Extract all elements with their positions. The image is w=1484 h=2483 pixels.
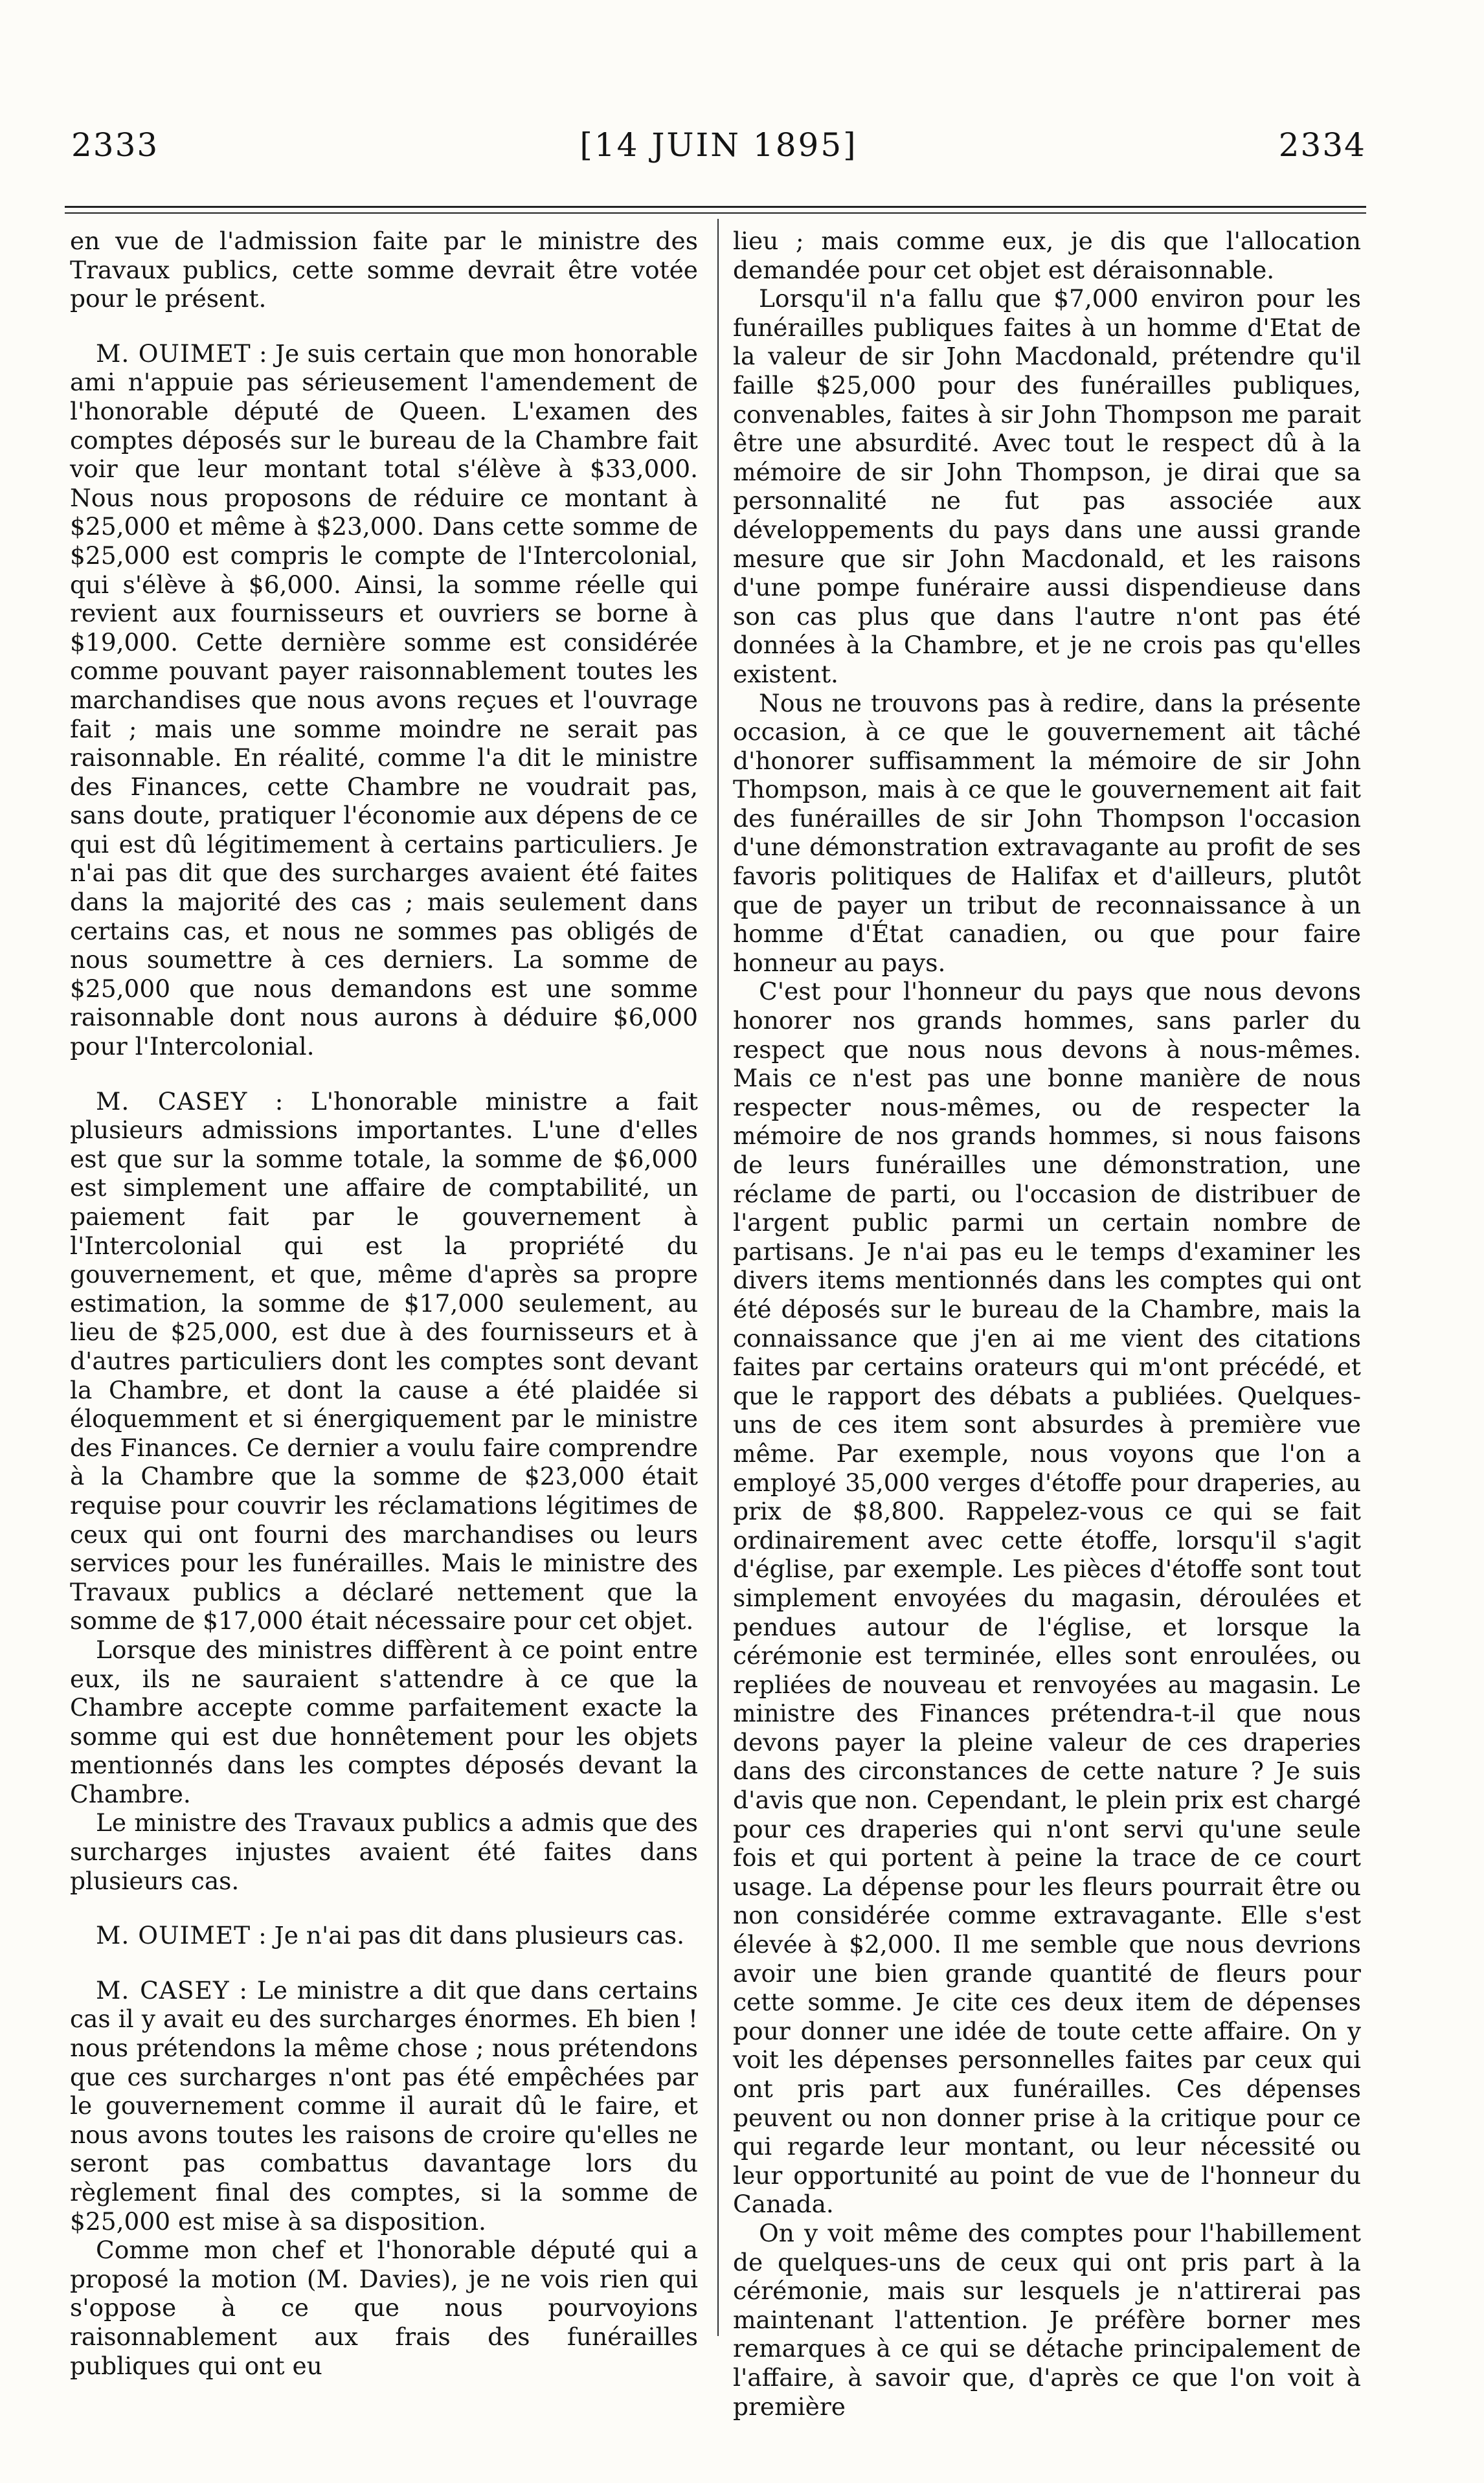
right-column: [733, 227, 1361, 2421]
paragraph-text: : L'honorable ministre a fait plusieurs admissions importantes. L'une d'elles est que sur la somme totale, la somme de $6,000 est simplement une affaire de comptabilité, un paiement fait par le gouvernement à l'Intercolonial qui est la propriété du gouvernement, et que, même d'après sa propre estimation, la somme de $17,000 seulement, au lieu de $25,000, est due à des fournisseurs et à d'autres particuliers dont les comptes sont devant la Chambre, et dont la cause a été plaidée si éloquemment et si énergiquement par le ministre des Finances. Ce dernier a voulu faire comprendre à la Chambre que la somme de $23,000 était requise pour couvrir les réclamations légitimes de ceux qui ont fourni des marchandises ou leurs services pour les funérailles. Mais le ministre des Travaux publics a déclaré nettement que la somme de $17,000 était nécessaire pour cet objet.: [70, 1086, 698, 1635]
paragraph: [733, 689, 1361, 978]
speaker-name: M. CASEY: [96, 1975, 230, 2005]
paragraph-text: Lorsque des ministres diffèrent à ce point entre eux, ils ne sauraient s'attendre à ce que la Chambre accepte comme parfaitement exacte la somme qui est due honnêtement pour les objets mentionnés dans les comptes déposés devant la Chambre.: [70, 1635, 698, 1808]
page-number-right: 2334: [1278, 126, 1366, 164]
speech-ouimet: [70, 339, 698, 1061]
paragraph-text: Nous ne trouvons pas à redire, dans la présente occasion, à ce que le gouvernement ait tâché d'honorer suffisamment la mémoire de sir John Thompson, mais à ce que le gouvernement ait fait des funérailles de sir John Thompson l'occasion d'une démonstration extravagante au profit de ses favoris politiques de Halifax et d'ailleurs, plutôt que de payer un tribut de reconnaissance à un homme d'État canadien, ou que pour faire honneur au pays.: [733, 688, 1361, 977]
paragraph: [733, 284, 1361, 688]
paragraph: [70, 2236, 698, 2380]
paragraph: [733, 227, 1361, 284]
paragraph-text: : Le ministre a dit que dans certains cas il y avait eu des surcharges énormes. Eh bien ! nous prétendons la même chose ; nous prétendons que ces surcharges n'ont pas été empêchées par le gouvernement comme il aurait dû le faire, et nous avons toutes les raisons de croire qu'elles ne seront pas combattus davantage lors du règlement final des comptes, si la somme de $25,000 est mise à sa disposition.: [70, 1975, 698, 2236]
paragraph: [733, 2219, 1361, 2421]
paragraph-text: lieu ; mais comme eux, je dis que l'allocation demandée pour cet objet est déraisonnable.: [733, 227, 1361, 284]
header-rule-bottom: [65, 212, 1366, 214]
speech-ouimet: [70, 1921, 698, 1950]
header-date: [14 JUIN 1895]: [579, 126, 858, 164]
paragraph: [70, 1808, 698, 1895]
paragraph: [70, 1635, 698, 1809]
speaker-name: M. OUIMET: [96, 339, 251, 368]
page-header: [71, 126, 1366, 185]
paragraph-text: : Je n'ai pas dit dans plusieurs cas.: [258, 1921, 685, 1950]
paragraph-text: Lorsqu'il n'a fallu que $7,000 environ pour les funérailles publiques faites à un homme d'Etat de la valeur de sir John Macdonald, prétendre qu'il faille $25,000 pour des funérailles publiques, convenables, faites à sir John Thompson me parait être une absurdité. Avec tout le respect dû à la mémoire de sir John Thompson, je dirai que sa personnalité ne fut pas associée aux développements du pays dans une aussi grande mesure que sir John Macdonald, et les raisons d'une pompe funéraire aussi dispendieuse dans son cas plus que dans l'autre n'ont pas été données à la Chambre, et je ne crois pas qu'elles existent.: [733, 284, 1361, 688]
paragraph-text: : Je suis certain que mon honorable ami n'appuie pas sérieusement l'amendement de l'honorable député de Queen. L'examen des comptes déposés sur le bureau de la Chambre fait voir que leur montant total s'élève à $33,000. Nous nous proposons de réduire ce montant à $25,000 et même à $23,000. Dans cette somme de $25,000 est compris le compte de l'Intercolonial, qui s'élève à $6,000. Ainsi, la somme réelle qui revient aux fournisseurs et ouvriers se borne à $19,000. Cette dernière somme est considérée comme pouvant payer raisonnablement toutes les marchandises que nous avons reçues et l'ouvrage fait ; mais une somme moindre ne serait pas raisonnable. En réalité, comme l'a dit le ministre des Finances, cette Chambre ne voudrait pas, sans doute, pratiquer l'économie aux dépens de ce qui est dû légitimement à certains particuliers. Je n'ai pas dit que des surcharges avaient été faites dans la majorité des cas ; mais seulement dans certains cas, et nous ne sommes pas obligés de nous soumettre à ces derniers. La somme de $25,000 que nous demandons est une somme raisonnable dont nous aurons à déduire $6,000 pour l'Intercolonial.: [70, 339, 698, 1061]
paragraph-text: C'est pour l'honneur du pays que nous devons honorer nos grands hommes, sans parler du respect que nous nous devons à nous-mêmes. Mais ce n'est pas une bonne manière de nous respecter nous-mêmes, ou de respecter la mémoire de nos grands hommes, si nous faisons de leurs funérailles une démonstration, une réclame de parti, ou l'occasion de distribuer de l'argent public parmi un certain nombre de partisans. Je n'ai pas eu le temps d'examiner les divers items mentionnés dans les comptes qui ont été déposés sur le bureau de la Chambre, mais la connaissance que j'en ai me vient des citations faites par certains orateurs qui m'ont précédé, et que le rapport des débats a publiées. Quelques-uns de ces item sont absurdes à première vue même. Par exemple, nous voyons que l'on a employé 35,000 verges d'étoffe pour draperies, au prix de $8,800. Rappelez-vous ce qui se fait ordinairement avec cette étoffe, lorsqu'il s'agit d'église, par exemple. Les pièces d'étoffe sont tout simplement envoyées du magasin, déroulées et pendues autour de l'église, et lorsque la cérémonie est terminée, elles sont enroulées, ou repliées de nouveau et renvoyées au magasin. Le ministre des Finances prétendra-t-il que nous devons payer la pleine valeur de ces draperies dans des circonstances de cette nature ? Je suis d'avis que non. Cependant, le plein prix est chargé pour ces draperies qui n'ont servi qu'une seule fois et qui portent à peine la trace de ce court usage. La dépense pour les fleurs pourrait être ou non considérée comme extravagante. Elle s'est élevée à $2,000. Il me semble que nous devrions avoir une bien grande quantité de fleurs pour cette somme. Je cite ces deux item de dépenses pour donner une idée de toute cette affaire. On y voit les dépenses personnelles faites par ceux qui ont pris part aux funérailles. Ces dépenses peuvent ou non donner prise à la critique pour ce qui regarde leur montant, ou leur nécessité ou leur opportunité au point de vue de l'honneur du Canada.: [733, 977, 1361, 2219]
speech-casey: [70, 1976, 698, 2236]
header-rule-top: [65, 206, 1366, 208]
paragraph-text: On y voit même des comptes pour l'habillement de quelques-uns de ceux qui ont pris part à la cérémonie, mais sur lesquels je n'attirerai pas maintenant l'attention. Je préfère borner mes remarques à ce qui se détache principalement de l'affaire, à savoir que, d'après ce que l'on voit à première: [733, 2218, 1361, 2421]
paragraph-text: en vue de l'admission faite par le ministre des Travaux publics, cette somme devrait être votée pour le présent.: [70, 227, 698, 313]
page-number-left: 2333: [71, 126, 159, 164]
paragraph: [733, 977, 1361, 2219]
speech-casey: [70, 1087, 698, 1635]
left-column: [70, 227, 698, 2380]
paragraph-text: Le ministre des Travaux publics a admis que des surcharges injustes avaient été faites dans plusieurs cas.: [70, 1808, 698, 1895]
speaker-name: M. CASEY: [96, 1086, 248, 1116]
paragraph: [70, 227, 698, 313]
speaker-name: M. OUIMET: [96, 1921, 251, 1950]
paragraph-text: Comme mon chef et l'honorable député qui a proposé la motion (M. Davies), je ne vois rien qui s'oppose à ce que nous pourvoyions raisonnablement aux frais des funérailles publiques qui ont eu: [70, 2236, 698, 2380]
column-divider: [717, 219, 719, 2336]
